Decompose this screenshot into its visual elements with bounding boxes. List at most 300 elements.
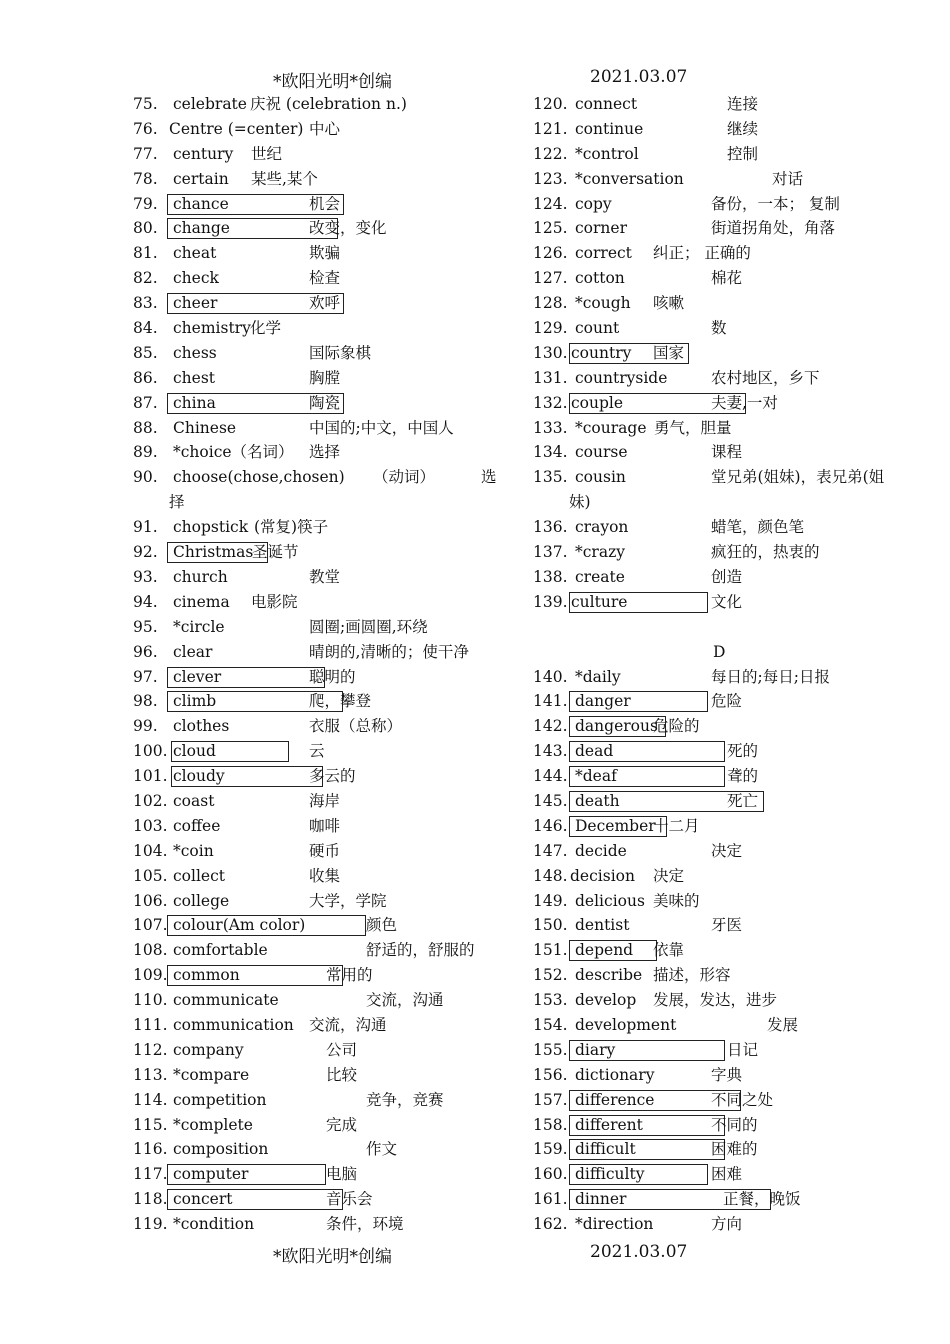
vocab-entry bbox=[133, 291, 505, 316]
english-word: December bbox=[575, 816, 656, 835]
chinese-meaning: 美味的 bbox=[653, 891, 700, 910]
chinese-meaning: 机会 bbox=[309, 194, 341, 213]
english-word: clothes bbox=[173, 717, 230, 736]
chinese-meaning: 勇气，胆量 bbox=[654, 418, 732, 437]
entry-number: 107. bbox=[133, 916, 168, 935]
chinese-meaning: 陶瓷 bbox=[309, 393, 341, 412]
chinese-meaning: 多云的 bbox=[309, 767, 356, 786]
entry-number: 109. bbox=[133, 966, 168, 985]
chinese-meaning: 正餐，晚饭 bbox=[723, 1190, 801, 1209]
entry-number: 108. bbox=[133, 941, 168, 960]
vocab-entry bbox=[533, 291, 913, 316]
chinese-meaning: 条件，环境 bbox=[326, 1215, 404, 1234]
chinese-meaning: 发展，发达，进步 bbox=[653, 991, 778, 1010]
chinese-meaning: 选择 bbox=[309, 443, 341, 462]
english-word: dangerous bbox=[575, 717, 658, 736]
entry-number: 98. bbox=[133, 692, 158, 711]
chinese-meaning: 聪明的 bbox=[309, 667, 356, 686]
vocab-entry bbox=[533, 216, 913, 241]
entry-number: 93. bbox=[133, 567, 158, 586]
entry-number: 159. bbox=[533, 1140, 568, 1159]
chinese-meaning: 云 bbox=[309, 742, 325, 761]
vocab-entry bbox=[533, 864, 913, 889]
chinese-meaning: 危险 bbox=[711, 692, 743, 711]
english-word: dictionary bbox=[575, 1065, 655, 1084]
english-word: create bbox=[575, 567, 625, 586]
english-word: competition bbox=[173, 1090, 267, 1109]
vocab-entry bbox=[533, 1137, 913, 1162]
english-word: company bbox=[173, 1040, 244, 1059]
vocab-entry bbox=[533, 565, 913, 590]
chinese-meaning: 决定 bbox=[653, 866, 685, 885]
vocab-entry bbox=[533, 515, 913, 540]
vocab-entry bbox=[133, 266, 505, 291]
english-word: crayon bbox=[575, 518, 629, 537]
vocab-entry bbox=[533, 1162, 913, 1187]
chinese-meaning: 庆祝 (celebration n.) bbox=[250, 95, 407, 113]
entry-number: 105. bbox=[133, 866, 168, 885]
entry-number: 136. bbox=[533, 518, 568, 537]
english-word: *courage bbox=[575, 418, 647, 437]
section-letter: D bbox=[713, 642, 726, 661]
english-word: celebrate bbox=[173, 95, 247, 113]
chinese-meaning: 堂兄弟(姐妹)，表兄弟(姐 bbox=[711, 468, 885, 487]
english-word: coast bbox=[173, 791, 215, 810]
entry-number: 143. bbox=[533, 742, 568, 761]
entry-number: 149. bbox=[533, 891, 568, 910]
vocab-entry bbox=[133, 565, 505, 590]
chinese-meaning: 继续 bbox=[727, 119, 759, 138]
english-word: Chinese bbox=[173, 418, 237, 437]
vocab-entry bbox=[133, 1212, 505, 1237]
entry-number: 118. bbox=[133, 1190, 168, 1209]
vocab-entry bbox=[533, 615, 913, 640]
chinese-meaning: 世纪 bbox=[251, 144, 283, 163]
chinese-meaning: 字典 bbox=[711, 1065, 743, 1084]
chinese-meaning: 爬，攀登 bbox=[309, 692, 372, 711]
english-word: computer bbox=[173, 1165, 249, 1184]
vocab-entry bbox=[533, 714, 913, 739]
chinese-meaning: 欢呼 bbox=[309, 294, 341, 313]
chinese-meaning: 夫妻,一对 bbox=[711, 393, 778, 412]
vocab-entry bbox=[133, 590, 505, 615]
english-word: diary bbox=[575, 1040, 616, 1059]
entry-number: 161. bbox=[533, 1190, 568, 1209]
english-word: chest bbox=[173, 368, 216, 387]
entry-number: 140. bbox=[533, 667, 568, 686]
chinese-meaning: 不同的 bbox=[711, 1115, 758, 1134]
chinese-meaning: (常复)筷子 bbox=[254, 518, 329, 537]
footer-author: *欧阳光明*创编 bbox=[273, 1247, 392, 1267]
english-word: cinema bbox=[173, 592, 230, 611]
entry-number: 127. bbox=[533, 269, 568, 288]
english-word: continue bbox=[575, 119, 644, 138]
chinese-meaning: 检查 bbox=[309, 269, 341, 288]
vocab-entry bbox=[133, 889, 505, 914]
chinese-meaning: 街道拐角处，角落 bbox=[711, 219, 836, 238]
chinese-meaning: 作文 bbox=[366, 1140, 398, 1159]
english-word: cheat bbox=[173, 244, 217, 263]
chinese-meaning: 每日的;每日;日报 bbox=[711, 667, 830, 686]
english-word: *daily bbox=[575, 667, 621, 686]
entry-number: 152. bbox=[533, 966, 568, 985]
entry-number: 89. bbox=[133, 443, 158, 462]
chinese-meaning: 改变，变化 bbox=[309, 219, 387, 238]
english-word: cotton bbox=[575, 269, 625, 288]
english-word: climb bbox=[173, 692, 217, 711]
english-word: Christmas bbox=[173, 543, 254, 562]
entry-number: 86. bbox=[133, 368, 158, 387]
vocab-entry bbox=[533, 764, 913, 789]
vocab-entry bbox=[533, 1212, 913, 1237]
vocab-entry bbox=[133, 739, 505, 764]
chinese-meaning: 交流，沟通 bbox=[309, 1015, 387, 1034]
vocab-entry bbox=[133, 192, 505, 217]
english-word: describe bbox=[575, 966, 643, 985]
entry-number: 126. bbox=[533, 244, 568, 263]
vocab-entry bbox=[533, 391, 913, 416]
english-word: chance bbox=[173, 194, 229, 213]
chinese-meaning: 不同之处 bbox=[711, 1090, 774, 1109]
english-word: chess bbox=[173, 343, 217, 362]
entry-number: 119. bbox=[133, 1215, 168, 1234]
chinese-meaning: 常用的 bbox=[326, 966, 373, 985]
chinese-meaning: 舒适的，舒服的 bbox=[366, 941, 475, 960]
vocab-entry bbox=[533, 465, 913, 515]
header-author: *欧阳光明*创编 bbox=[273, 72, 392, 92]
chinese-meaning: 圆圈;画圆圈,环绕 bbox=[309, 617, 428, 636]
chinese-meaning: 颜色 bbox=[366, 916, 398, 935]
vocab-entry bbox=[133, 416, 505, 441]
entry-number: 92. bbox=[133, 543, 158, 562]
section-heading-row bbox=[533, 640, 913, 665]
english-word: develop bbox=[575, 991, 637, 1010]
entry-number: 154. bbox=[533, 1015, 568, 1034]
vocab-entry bbox=[133, 1162, 505, 1187]
entry-number: 88. bbox=[133, 418, 158, 437]
chinese-meaning: 死的 bbox=[727, 742, 759, 761]
english-word: choose(chose,chosen) bbox=[173, 468, 345, 487]
english-word: delicious bbox=[575, 891, 645, 910]
vocab-entry bbox=[133, 714, 505, 739]
vocab-entry bbox=[133, 1013, 505, 1038]
vocab-entry bbox=[133, 814, 505, 839]
entry-number: 121. bbox=[533, 119, 568, 138]
chinese-meaning: 死亡 bbox=[727, 791, 759, 810]
chinese-meaning: 咖啡 bbox=[309, 816, 341, 835]
entry-number: 129. bbox=[533, 319, 568, 338]
vocab-entry bbox=[533, 938, 913, 963]
english-word: *direction bbox=[575, 1215, 654, 1234]
english-word: chopstick bbox=[173, 518, 249, 537]
vocab-entry bbox=[133, 764, 505, 789]
english-word: cloud bbox=[173, 742, 216, 761]
chinese-meaning: 胸膛 bbox=[309, 368, 341, 387]
vocab-entry bbox=[533, 789, 913, 814]
entry-number: 116. bbox=[133, 1140, 168, 1159]
chinese-meaning: 创造 bbox=[711, 567, 743, 586]
entry-number: 94. bbox=[133, 592, 158, 611]
entry-number: 117. bbox=[133, 1165, 168, 1184]
vocab-entry bbox=[133, 665, 505, 690]
vocab-entry bbox=[533, 192, 913, 217]
entry-number: 101. bbox=[133, 767, 168, 786]
english-word: death bbox=[575, 791, 620, 810]
entry-number: 102. bbox=[133, 791, 168, 810]
english-word: *complete bbox=[173, 1115, 253, 1134]
vocab-entry bbox=[533, 241, 913, 266]
vocab-entry bbox=[133, 864, 505, 889]
entry-number: 111. bbox=[133, 1015, 168, 1034]
chinese-meaning: 公司 bbox=[326, 1040, 358, 1059]
chinese-meaning: 牙医 bbox=[711, 916, 743, 935]
entry-number: 135. bbox=[533, 468, 568, 487]
english-word: *circle bbox=[173, 617, 225, 636]
english-word: common bbox=[173, 966, 240, 985]
entry-number: 99. bbox=[133, 717, 158, 736]
entry-number: 139. bbox=[533, 592, 568, 611]
entry-number: 147. bbox=[533, 841, 568, 860]
chinese-meaning: 危险的 bbox=[653, 717, 700, 736]
vocab-entry bbox=[533, 839, 913, 864]
entry-number: 125. bbox=[533, 219, 568, 238]
english-word: cousin bbox=[575, 468, 626, 487]
chinese-meaning: 竞争，竞赛 bbox=[366, 1090, 444, 1109]
english-word: couple bbox=[571, 393, 624, 412]
entry-number: 151. bbox=[533, 941, 568, 960]
chinese-meaning: 国家 bbox=[653, 343, 685, 362]
vocab-entry bbox=[533, 117, 913, 142]
english-word: decide bbox=[575, 841, 627, 860]
english-word: *coin bbox=[173, 841, 214, 860]
right-word-column bbox=[533, 92, 913, 1237]
english-word: dentist bbox=[575, 916, 630, 935]
vocab-entry bbox=[533, 341, 913, 366]
vocab-entry bbox=[133, 839, 505, 864]
vocab-entry bbox=[133, 316, 505, 341]
chinese-meaning: 衣服（总称） bbox=[309, 717, 403, 736]
entry-number: 103. bbox=[133, 816, 168, 835]
english-word: certain bbox=[173, 169, 229, 188]
chinese-meaning: 日记 bbox=[727, 1040, 759, 1059]
chinese-meaning: 海岸 bbox=[309, 791, 341, 810]
chinese-meaning: 交流，沟通 bbox=[366, 991, 444, 1010]
english-word: *choice（名词） bbox=[173, 443, 294, 462]
chinese-meaning: 大学，学院 bbox=[309, 891, 387, 910]
chinese-meaning: 音乐会 bbox=[326, 1190, 373, 1209]
english-word: count bbox=[575, 319, 620, 338]
english-word: china bbox=[173, 393, 216, 412]
vocab-entry bbox=[133, 1137, 505, 1162]
english-word: Centre (=center) bbox=[169, 119, 304, 138]
vocab-entry bbox=[133, 640, 505, 665]
chinese-meaning: 发展 bbox=[767, 1015, 799, 1034]
english-word: college bbox=[173, 891, 230, 910]
chinese-meaning: 晴朗的,清晰的；使干净 bbox=[309, 642, 469, 661]
entry-number: 130. bbox=[533, 343, 568, 362]
entry-number: 78. bbox=[133, 169, 158, 188]
english-word: countryside bbox=[575, 368, 668, 387]
english-word: corner bbox=[575, 219, 627, 238]
chinese-meaning: 完成 bbox=[326, 1115, 358, 1134]
chinese-meaning: 数 bbox=[711, 319, 727, 338]
vocab-entry bbox=[533, 142, 913, 167]
vocab-entry bbox=[533, 739, 913, 764]
vocab-entry bbox=[133, 1063, 505, 1088]
english-word: comfortable bbox=[173, 941, 268, 960]
footer-date: 2021.03.07 bbox=[590, 1242, 688, 1262]
vocab-entry bbox=[533, 1063, 913, 1088]
entry-number: 113. bbox=[133, 1065, 168, 1084]
entry-number: 77. bbox=[133, 144, 158, 163]
english-word: difference bbox=[575, 1090, 655, 1109]
english-word: *conversation bbox=[575, 169, 684, 188]
entry-number: 137. bbox=[533, 543, 568, 562]
chinese-meaning: 蜡笔，颜色笔 bbox=[711, 518, 805, 537]
english-word: communicate bbox=[173, 991, 279, 1010]
chinese-meaning: 困难的 bbox=[711, 1140, 758, 1159]
vocab-entry bbox=[133, 515, 505, 540]
entry-number: 145. bbox=[533, 791, 568, 810]
entry-number: 96. bbox=[133, 642, 158, 661]
entry-number: 150. bbox=[533, 916, 568, 935]
english-word: coffee bbox=[173, 816, 221, 835]
chinese-meaning: 硬币 bbox=[309, 841, 341, 860]
entry-number: 162. bbox=[533, 1215, 568, 1234]
english-word: colour(Am color) bbox=[173, 916, 306, 935]
chinese-meaning: 欺骗 bbox=[309, 244, 341, 263]
chinese-meaning: 文化 bbox=[711, 592, 743, 611]
entry-number: 75. bbox=[133, 95, 158, 113]
vocab-entry bbox=[133, 142, 505, 167]
english-word: danger bbox=[575, 692, 631, 711]
vocab-entry bbox=[533, 1187, 913, 1212]
english-word: cloudy bbox=[173, 767, 225, 786]
english-word: dinner bbox=[575, 1190, 627, 1209]
vocab-entry bbox=[533, 814, 913, 839]
vocab-entry bbox=[133, 241, 505, 266]
vocab-entry bbox=[533, 889, 913, 914]
entry-number: 97. bbox=[133, 667, 158, 686]
chinese-meaning: 电影院 bbox=[251, 592, 298, 611]
vocab-entry bbox=[133, 913, 505, 938]
chinese-meaning: 控制 bbox=[727, 144, 759, 163]
english-word: *control bbox=[575, 144, 639, 163]
chinese-meaning: 备份，一本； 复制 bbox=[711, 194, 840, 213]
entry-number: 123. bbox=[533, 169, 568, 188]
chinese-meaning: 化学 bbox=[250, 319, 282, 338]
chinese-meaning: 中国的;中文，中国人 bbox=[309, 418, 454, 437]
chinese-meaning: 收集 bbox=[309, 866, 341, 885]
vocab-entry bbox=[133, 540, 505, 565]
entry-number: 158. bbox=[533, 1115, 568, 1134]
entry-number: 112. bbox=[133, 1040, 168, 1059]
english-word: different bbox=[575, 1115, 643, 1134]
vocab-entry bbox=[533, 689, 913, 714]
english-word: clear bbox=[173, 642, 213, 661]
vocab-entry bbox=[533, 540, 913, 565]
entry-number: 87. bbox=[133, 393, 158, 412]
english-word: collect bbox=[173, 866, 226, 885]
chinese-meaning: 决定 bbox=[711, 841, 743, 860]
entry-number: 148. bbox=[533, 866, 568, 885]
vocab-entry bbox=[133, 440, 505, 465]
entry-number: 153. bbox=[533, 991, 568, 1010]
vocab-entry bbox=[533, 167, 913, 192]
vocab-entry bbox=[533, 440, 913, 465]
vocab-entry bbox=[533, 1013, 913, 1038]
english-word: country bbox=[571, 343, 632, 362]
entry-number: 91. bbox=[133, 518, 158, 537]
vocab-entry bbox=[533, 266, 913, 291]
chinese-meaning: 中心 bbox=[309, 119, 341, 138]
english-word: concert bbox=[173, 1190, 233, 1209]
chinese-meaning: （动词） bbox=[373, 468, 436, 487]
entry-number: 134. bbox=[533, 443, 568, 462]
entry-number: 146. bbox=[533, 816, 568, 835]
entry-number: 106. bbox=[133, 891, 168, 910]
vocab-entry bbox=[133, 988, 505, 1013]
vocab-entry bbox=[133, 341, 505, 366]
english-word: decision bbox=[570, 866, 635, 885]
vocab-entry bbox=[133, 1113, 505, 1138]
vocab-entry bbox=[133, 92, 505, 117]
chinese-meaning: 课程 bbox=[711, 443, 743, 462]
chinese-meaning: 疯狂的，热衷的 bbox=[711, 543, 820, 562]
entry-number: 115. bbox=[133, 1115, 168, 1134]
chinese-meaning-continued: 择 bbox=[169, 493, 185, 512]
chinese-meaning: 咳嗽 bbox=[653, 294, 685, 313]
entry-number: 83. bbox=[133, 294, 158, 313]
entry-number: 132. bbox=[533, 393, 568, 412]
vocab-entry bbox=[133, 366, 505, 391]
english-word: correct bbox=[575, 244, 632, 263]
english-word: difficult bbox=[575, 1140, 636, 1159]
entry-number: 160. bbox=[533, 1165, 568, 1184]
vocab-entry bbox=[133, 216, 505, 241]
chinese-meaning: 棉花 bbox=[711, 269, 743, 288]
chinese-meaning: 纠正； 正确的 bbox=[653, 244, 751, 263]
entry-number: 76. bbox=[133, 119, 158, 138]
entry-number: 90. bbox=[133, 468, 158, 487]
entry-number: 131. bbox=[533, 368, 568, 387]
entry-number: 84. bbox=[133, 319, 158, 338]
vocab-entry bbox=[133, 689, 505, 714]
english-word: century bbox=[173, 144, 234, 163]
english-word: dead bbox=[575, 742, 614, 761]
chinese-meaning: 对话 bbox=[772, 169, 804, 188]
entry-number: 80. bbox=[133, 219, 158, 238]
entry-number: 120. bbox=[533, 95, 568, 113]
english-word: change bbox=[173, 219, 230, 238]
chinese-meaning-continued: 妹) bbox=[569, 493, 591, 512]
entry-number: 142. bbox=[533, 717, 568, 736]
vocab-entry bbox=[533, 963, 913, 988]
vocab-entry bbox=[533, 913, 913, 938]
english-word: communication bbox=[173, 1015, 294, 1034]
chinese-meaning: 圣诞节 bbox=[252, 543, 299, 562]
entry-number: 122. bbox=[533, 144, 568, 163]
vocab-entry bbox=[533, 316, 913, 341]
entry-number: 82. bbox=[133, 269, 158, 288]
chinese-meaning: 困难 bbox=[711, 1165, 743, 1184]
english-word: depend bbox=[575, 941, 634, 960]
entry-number: 95. bbox=[133, 617, 158, 636]
english-word: *deaf bbox=[575, 767, 617, 786]
vocab-entry bbox=[133, 167, 505, 192]
english-word: *cough bbox=[575, 294, 631, 313]
entry-number: 100. bbox=[133, 742, 168, 761]
